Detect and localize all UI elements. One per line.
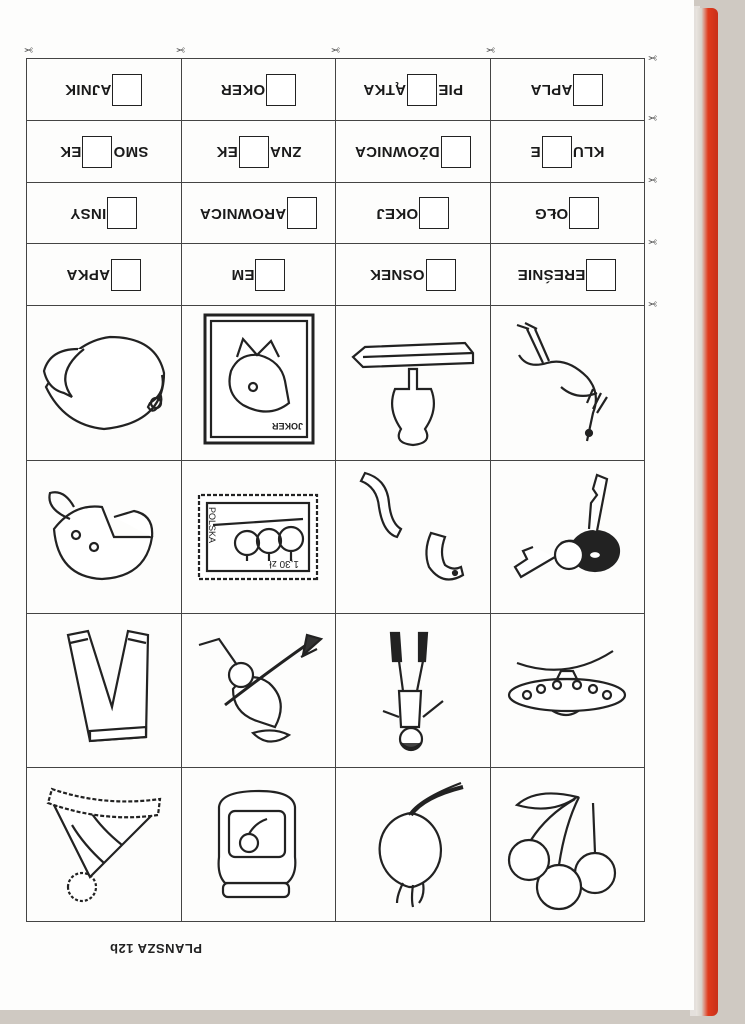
word-suffix: EK [59,143,82,161]
word-card[interactable] [27,121,181,183]
cherries-icon [497,775,637,915]
word-card[interactable] [181,121,335,183]
letter-blank[interactable] [266,74,296,106]
picture-card[interactable] [490,767,644,921]
onion-icon [343,775,483,915]
letter-blank[interactable] [542,136,572,168]
word-card[interactable] [490,121,644,183]
word-card[interactable] [490,59,644,121]
word-suffix: E [530,143,541,161]
letter-blank[interactable] [441,136,471,168]
letter-blank[interactable] [419,197,449,229]
letter-blank[interactable] [107,197,137,229]
worksheet-caption: PLANSZA 12b [109,941,202,956]
word-card[interactable] [490,182,644,244]
word-suffix: OŁG [534,204,569,222]
card-grid [23,20,657,922]
picture-card[interactable] [490,460,644,614]
picture-card[interactable] [27,306,181,460]
word-card[interactable] [336,244,490,306]
helmet-icon [34,467,174,607]
word-grid [26,58,645,305]
joker-label: JOKER [271,420,303,431]
word-card[interactable] [336,182,490,244]
winter-hat-icon [34,775,174,915]
word-suffix: APKA [66,266,110,284]
stamp-country: POLSKA [206,507,217,544]
joker-card-icon [189,313,329,453]
word-card[interactable] [181,182,335,244]
word-suffix: EREŚNIE [517,266,586,284]
letter-blank[interactable] [569,197,599,229]
picture-card[interactable] [27,767,181,921]
scissors-icon: ✂ [175,43,185,56]
worms-icon [343,467,483,607]
stamp-price: 1,30 zł [269,558,299,570]
word-prefix: KLU [572,143,605,161]
word-suffix: EM [231,266,255,284]
word-card[interactable] [336,121,490,183]
picture-card[interactable] [336,767,490,921]
word-suffix: AROWNICA [199,204,287,222]
heron-icon [497,313,637,453]
letter-blank[interactable] [287,197,317,229]
word-prefix: ZNA [269,143,302,161]
word-card[interactable] [336,59,490,121]
letter-blank[interactable] [407,74,437,106]
jar-icon [189,775,329,915]
scissors-icon: ✂ [647,297,657,310]
scissors-icon: ✂ [23,43,33,56]
word-suffix: ĄTKA [363,81,407,99]
word-suffix: OSNEK [369,266,425,284]
word-suffix: OKER [220,81,266,99]
word-card[interactable] [181,59,335,121]
word-card[interactable] [27,59,181,121]
fairy-with-broom-icon [189,621,329,761]
word-suffix: OKEJ [376,204,419,222]
scissors-icon: ✂ [647,51,657,64]
ballerina-icon [343,621,483,761]
scissors-icon: ✂ [485,43,495,56]
word-prefix: PIE [438,81,464,99]
picture-grid [26,305,645,922]
picture-card[interactable] [27,460,181,614]
word-card[interactable] [181,244,335,306]
picture-card[interactable] [490,306,644,460]
keys-icon [497,467,637,607]
word-suffix: AJNIK [64,81,112,99]
flying-saucer-icon [497,621,637,761]
picture-card[interactable] [181,767,335,921]
picture-card[interactable] [490,614,644,768]
word-suffix: INSY [70,204,107,222]
picture-card[interactable] [336,614,490,768]
letter-blank[interactable] [112,74,142,106]
picture-card[interactable] [181,460,335,614]
word-card[interactable] [490,244,644,306]
letter-blank[interactable] [426,259,456,291]
pants-icon [34,621,174,761]
stamp-icon [343,313,483,453]
word-prefix: SMO [113,143,149,161]
letter-blank[interactable] [573,74,603,106]
word-suffix: APLA [530,81,573,99]
scissors-icon: ✂ [647,173,657,186]
letter-blank[interactable] [239,136,269,168]
scissors-icon: ✂ [647,111,657,124]
picture-card[interactable] [181,306,335,460]
word-suffix: EK [216,143,238,161]
letter-blank[interactable] [111,259,141,291]
picture-card[interactable] [336,460,490,614]
scissors-icon: ✂ [647,235,657,248]
word-card[interactable] [27,182,181,244]
picture-card[interactable] [27,614,181,768]
picture-card[interactable] [336,306,490,460]
scissors-icon: ✂ [330,43,340,56]
picture-card[interactable] [181,614,335,768]
word-card[interactable] [27,244,181,306]
letter-blank[interactable] [255,259,285,291]
letter-blank[interactable] [586,259,616,291]
cap-icon [34,313,174,453]
word-suffix: DŻOWNICA [354,143,440,161]
letter-blank[interactable] [82,136,112,168]
postage-stamp-icon [189,467,329,607]
